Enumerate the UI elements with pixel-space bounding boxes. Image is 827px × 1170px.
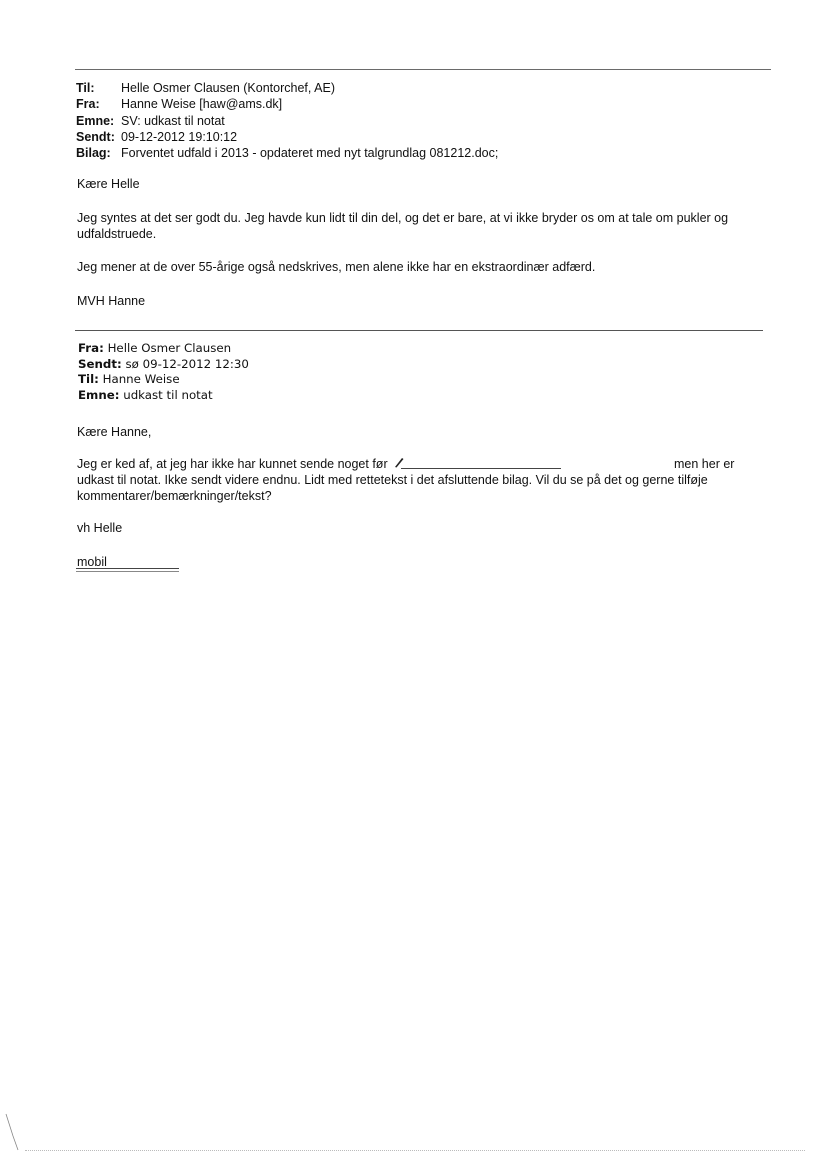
paragraph-line: udfaldstruede. [77,227,157,242]
paragraph-line [77,456,737,472]
email1-signature: MVH Hanne [77,294,146,308]
redaction-line [76,571,179,572]
header-value: Helle Osmer Clausen [107,341,232,355]
header-row-sent [76,129,498,145]
header-value: sø 09-12-2012 12:30 [125,356,249,371]
email1-paragraph-2: Jeg mener at de over 55-årige også nedskrives, men alene ikke har en ekstraordinær adfærd. [77,260,596,274]
redaction-line [401,468,561,469]
paragraph-line: kommentarer/bemærkninger/tekst? [77,489,272,504]
scan-artifact-mark [4,1112,24,1152]
header-row-attachment [76,145,498,161]
header-value: 09-12-2012 19:10:12 [121,129,238,144]
header-value: udkast til notat [123,387,213,402]
reply-divider [75,330,763,331]
email2-signature: vh Helle [77,521,123,535]
header-label: Til: [78,372,99,386]
header-value: Forventet udfald i 2013 - opdateret med nyt talgrundlag 081212.doc; [121,146,499,161]
header-value: Helle Osmer Clausen (Kontorchef, AE) [121,81,335,95]
email1-greeting: Kære Helle [77,177,140,191]
redaction-pen-mark-icon [394,456,404,468]
header-value: Hanne Weise [102,372,180,386]
email2-greeting: Kære Hanne, [77,425,152,439]
email1-paragraph-1 [77,210,728,242]
email2-paragraph [77,456,737,505]
top-divider [75,69,771,70]
header-row-to [76,80,498,96]
header-value: Hanne Weise [haw@ams.dk] [121,97,283,112]
paragraph-line-part: Jeg er ked af, at jeg har ikke har kunnet sende noget før [77,457,388,471]
header-row-subject [76,113,498,129]
scan-bottom-edge [25,1150,805,1151]
header-row-from [78,341,249,357]
header-label: Til: [76,81,95,95]
paragraph-line-part: men her er [674,457,735,471]
header-label: Emne: [78,387,120,402]
header-row-sent [78,357,249,373]
header-row-to [78,372,249,388]
header-label: Bilag: [76,146,111,161]
header-value: SV: udkast til notat [121,113,225,128]
email2-header [78,341,249,403]
email1-header [76,80,498,161]
paragraph-line: Jeg syntes at det ser godt du. Jeg havde kun lidt til din del, og det er bare, at vi ikke bryder os om at tale om pukler og [77,211,729,225]
header-label: Sendt: [76,129,115,144]
paragraph-line: udkast til notat. Ikke sendt videre endnu. Lidt med rettetekst i det afsluttende bilag. Vil du se på det og gerne tilføje [77,473,708,488]
email2-mobile-label: mobil [77,555,107,569]
header-row-from [76,96,498,112]
redaction-line [76,568,179,569]
header-label: Sendt: [78,356,122,371]
header-row-subject [78,388,249,404]
header-label: Fra: [78,341,104,355]
header-label: Fra: [76,97,100,112]
header-label: Emne: [76,113,115,128]
